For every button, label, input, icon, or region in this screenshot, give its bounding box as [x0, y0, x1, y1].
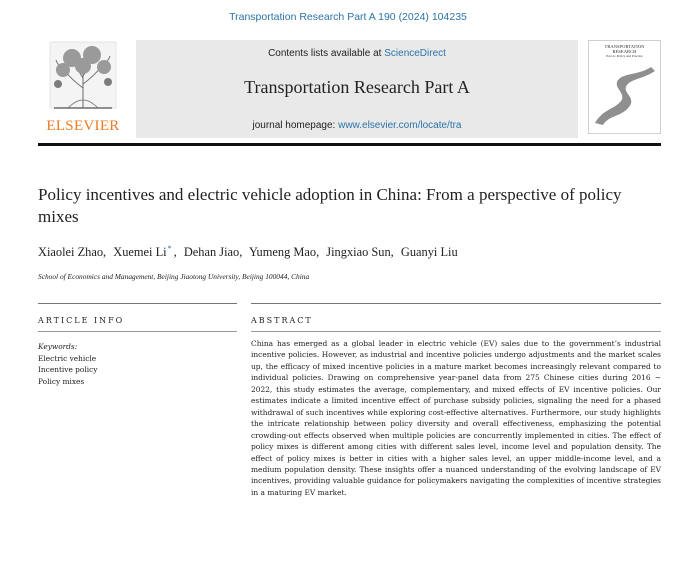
cover-title-line2: RESEARCH: [612, 49, 637, 54]
keywords-label: Keywords:: [38, 342, 78, 351]
abstract-rule: [251, 331, 661, 332]
contents-line: [136, 48, 578, 59]
sciencedirect-link[interactable]: ScienceDirect: [384, 48, 446, 59]
contents-prefix: Contents lists available at: [268, 48, 385, 59]
keyword-item: Electric vehicle: [38, 353, 97, 363]
abstract-text: China has emerged as a global leader in electric vehicle (EV) sales due to the government’s industrial incentive policies. However, as industrial and incentive policies undergo adjustments and the market scales up, the efficacy of mixed incentive policies in a mature market becomes increasingly relevant compared to individual policies. Drawing on comprehensive year-panel data from 275 Chinese cities during 2016 ∼ 2022, this study estimates the average, complementary, and mixed effects of EV incentive policies. Our estimates indicate a limited incentive effect of purchase subsidy policies, signaling the need for a phased withdrawal of such incentives while exploring cost-effective alternatives. Furthermore, our study highlights the intricate relationship between policy diversity and overall effectiveness, emphasizing the potential crowding-out effects observed when multiple policies are concurrently implemented in cities. The effect of policy mixes is different among cities with different sales level, income level and population density. The effect of policy mixes is better in cities with a higher sales level, an upper middle-income level, and a medium population density. These insights offer a nuanced understanding of the evolving landscape of EV incentives, providing valuable guidance for policymakers navigating the complexities of incentive strategies in a maturing EV market.: [251, 339, 661, 497]
journal-cover-thumbnail[interactable]: [588, 40, 661, 134]
article-title: Policy incentives and electric vehicle adoption in China: From a perspective of policy mixes: [38, 185, 622, 226]
publisher-name: ELSEVIER: [46, 118, 120, 134]
journal-citation[interactable]: Transportation Research Part A 190 (2024) 104235: [229, 11, 467, 23]
journal-homepage-link[interactable]: www.elsevier.com/locate/tra: [338, 120, 462, 131]
author-name[interactable]: Dehan Jiao: [183, 245, 240, 260]
abstract-top-rule: [251, 303, 661, 304]
keywords-section: [38, 341, 233, 387]
author-list: Xiaolei Zhao, Xuemei Li* , Dehan Jiao, Yumeng Mao, Jingxiao Sun, Guanyi Liu: [38, 244, 458, 260]
author-name[interactable]: Xuemei Li: [113, 245, 167, 260]
author-name[interactable]: Guanyi Liu: [400, 245, 458, 260]
elsevier-tree-icon: [46, 40, 120, 116]
author-name[interactable]: Jingxiao Sun: [326, 245, 391, 260]
road-icon: [593, 65, 655, 125]
elsevier-logo[interactable]: [38, 40, 128, 138]
article-info-heading: ARTICLE INFO: [38, 316, 125, 325]
author-affiliation: School of Economics and Management, Beijing Jiaotong University, Beijing 100044, China: [38, 272, 310, 281]
corresponding-author-mark[interactable]: *: [167, 244, 172, 253]
homepage-line: [136, 120, 578, 131]
article-info-rule: [38, 331, 237, 332]
author-name[interactable]: Xiaolei Zhao: [38, 245, 104, 260]
author-name[interactable]: Yumeng Mao: [248, 245, 317, 260]
header-divider: [38, 143, 661, 146]
cover-title-line1: TRANSPORTATION: [604, 44, 645, 49]
journal-header-banner: [136, 40, 578, 138]
keyword-item: Incentive policy: [38, 365, 98, 374]
article-info-top-rule: [38, 303, 237, 304]
keyword-item: Policy mixes: [38, 376, 85, 386]
cover-title: [589, 44, 660, 59]
journal-title[interactable]: Transportation Research Part A: [244, 77, 470, 97]
abstract-heading: ABSTRACT: [251, 316, 313, 325]
homepage-prefix: journal homepage:: [252, 120, 339, 131]
cover-subtitle: Part A: Policy and Practice: [606, 54, 643, 58]
